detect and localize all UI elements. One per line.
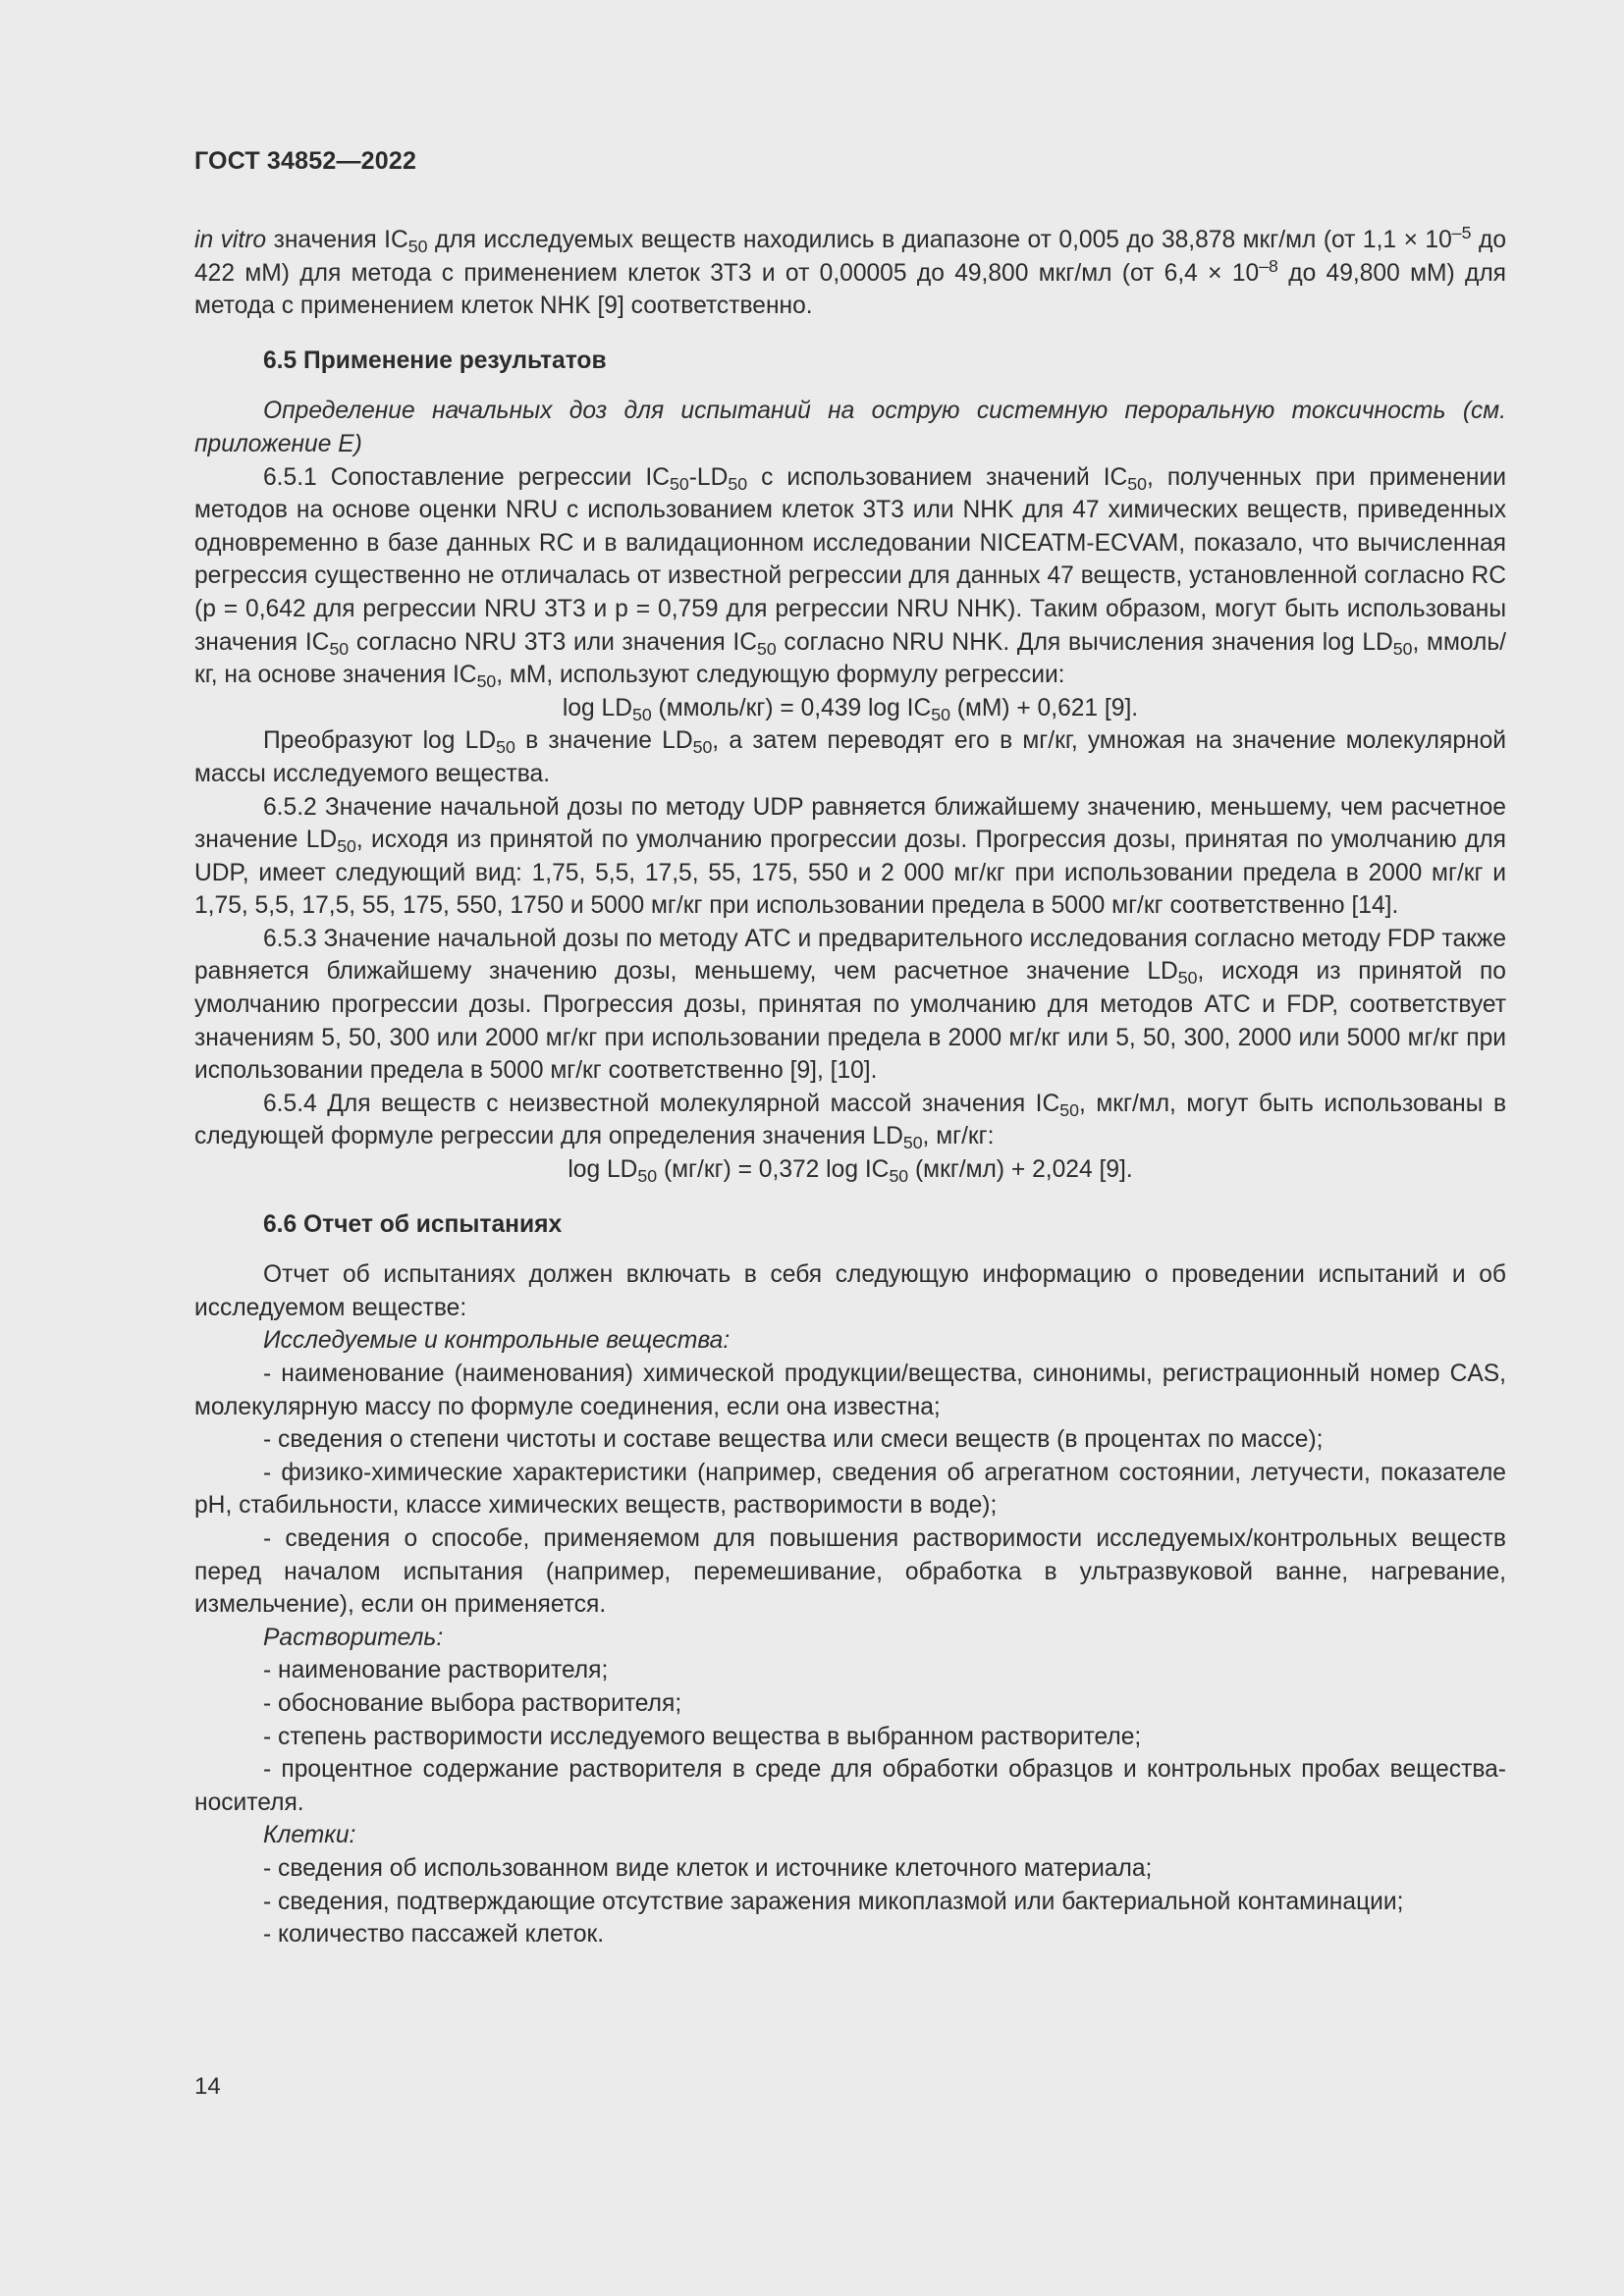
regression-formula-1: $\log LD_{50}$ (ммоль/кг) = 0,439 $\log IC_{50}$ (мМ) + 0,621 [9]. xyxy=(562,694,1139,724)
group-title-substances: Исследуемые и контрольные вещества: xyxy=(263,1327,731,1355)
paragraph-6-5-3: 6.5.3 Значение начальной дозы по методу АТС и предварительного исследования согласно методу FDP также равняется ближайшему значению дозы, меньшему, чем расчетное значение $LD_{50}$, исходя из принятой по умолчанию прогрессии дозы. Прогрессия дозы, принятая по умолчанию для методов АТС и FDP, соответствует значениям 5, 50, 300 или 2000 мг/кг при использовании предела в 2000 мг/кг или 5, 50, 300, 2000 или 5000 мг/кг при использовании предела в 5000 мг/кг соответственно [9], [10]. xyxy=(194,925,1507,1085)
paragraph-conversion: Преобразуют $\log LD_{50}$ в значение $LD_{50}$, а затем переводят его в мг/кг, умножая на значение молекулярной массы исследуемого вещества. xyxy=(194,727,1506,787)
page-number: 14 xyxy=(194,2073,221,2100)
list-item: - наименование (наименования) химической продукции/вещества, синонимы, регистрационный номер CAS, молекулярную массу по формуле соединения, если она известна; xyxy=(194,1361,1506,1420)
list-item: - обоснование выбора растворителя; xyxy=(263,1689,682,1717)
section-subtitle-6-5: Определение начальных доз для испытаний на острую системную пероральную токсичность (см. приложение Е) xyxy=(194,398,1506,457)
list-item: - степень растворимости исследуемого вещества в выбранном растворителе; xyxy=(263,1723,1142,1750)
intro-paragraph: in vitro значения $IC_{50}$ для исследуемых веществ находились в диапазоне от 0,005 до 38,878 мкг/мл (от $1,1 \times 10^{-5}$ до 422 мМ) для метода с применением клеток 3Т3 и от 0,00005 до 49,800 мкг/мл (от $6,4 \times 10^{-8}$ до 49,800 мМ) для метода с применением клеток NHK [9] соответственно. xyxy=(194,223,1507,320)
paragraph-6-5-2: 6.5.2 Значение начальной дозы по методу UDP равняется ближайшему значению, меньшему, чем расчетное значение $LD_{50}$, исходя из принятой по умолчанию прогрессии дозы. Прогрессия дозы, принятая по умолчанию для UDP, имеет следующий вид: 1,75, 5,5, 17,5, 55, 175, 550 и 2 000 мг/кг при использовании предела в 2000 мг/кг и 1,75, 5,5, 17,5, 55, 175, 550, 1750 и 5000 мг/кг при использовании предела в 5000 мг/кг соответственно [14]. xyxy=(194,793,1506,920)
document-code-header: ГОСТ 34852—2022 xyxy=(194,147,417,175)
list-item: - процентное содержание растворителя в среде для обработки образцов и контрольных пробах вещества-носителя. xyxy=(194,1756,1506,1816)
regression-formula-2: $\log LD_{50}$ (мг/кг) = 0,372 $\log IC_{50}$ (мкг/мл) + 2,024 [9]. xyxy=(568,1156,1133,1186)
list-item: - сведения об использованном виде клеток и источнике клеточного материала; xyxy=(263,1854,1153,1882)
list-item: - физико-химические характеристики (например, сведения об агрегатном состоянии, летучести, показателе pH, стабильности, классе химических веществ, растворимости в воде); xyxy=(194,1459,1506,1520)
list-item: - количество пассажей клеток. xyxy=(263,1921,605,1949)
list-item: - сведения, подтверждающие отсутствие заражения микоплазмой или бактериальной контаминации; xyxy=(263,1888,1404,1915)
paragraph-6-5-4: 6.5.4 Для веществ с неизвестной молекулярной массой значения $IC_{50}$, мкг/мл, могут быть использованы в следующей формуле регрессии для определения значения $LD_{50}$, мг/кг: xyxy=(194,1090,1507,1153)
page-body xyxy=(194,224,1506,1951)
list-item: - наименование растворителя; xyxy=(263,1657,609,1684)
report-intro-paragraph: Отчет об испытаниях должен включать в себя следующую информацию о проведении испытаний и об исследуемом веществе: xyxy=(194,1261,1506,1321)
list-item: - сведения о способе, применяемом для повышения растворимости исследуемых/контрольных веществ перед началом испытания (например, перемешивание, обработка в ультразвуковой ванне, нагревание, измельчение), если он применяется. xyxy=(194,1524,1506,1619)
paragraph-6-5-1: 6.5.1 Сопоставление регрессии $IC_{50}-LD_{50}$ с использованием значений $IC_{50}$, полученных при применении методов на основе оценки NRU с использованием клеток 3Т3 или NHK для 47 химических веществ, приведенных одновременно в базе данных RC и в валидационном исследовании NICEATM-ECVAM, показало, что вычисленная регрессия существенно не отличалась от известной регрессии для данных 47 веществ, установленной согласно RC (р = 0,642 для регрессии NRU 3T3 и р = 0,759 для регрессии NRU NHK). Таким образом, могут быть использованы значения $IC_{50}$ согласно NRU 3T3 или значения $IC_{50}$ согласно NRU NHK. Для вычисления значения $\log LD_{50}$, ммоль/кг, на основе значения $IC_{50}$, мМ, используют следующую формулу регрессии: xyxy=(194,463,1507,692)
section-heading-6-5: 6.5 Применение результатов xyxy=(263,347,607,374)
list-item: - сведения о степени чистоты и составе вещества или смеси веществ (в процентах по массе); xyxy=(263,1426,1324,1454)
section-heading-6-6: 6.6 Отчет об испытаниях xyxy=(263,1210,563,1238)
group-title-solvent: Растворитель: xyxy=(263,1624,444,1651)
group-title-cells: Клетки: xyxy=(263,1822,356,1849)
